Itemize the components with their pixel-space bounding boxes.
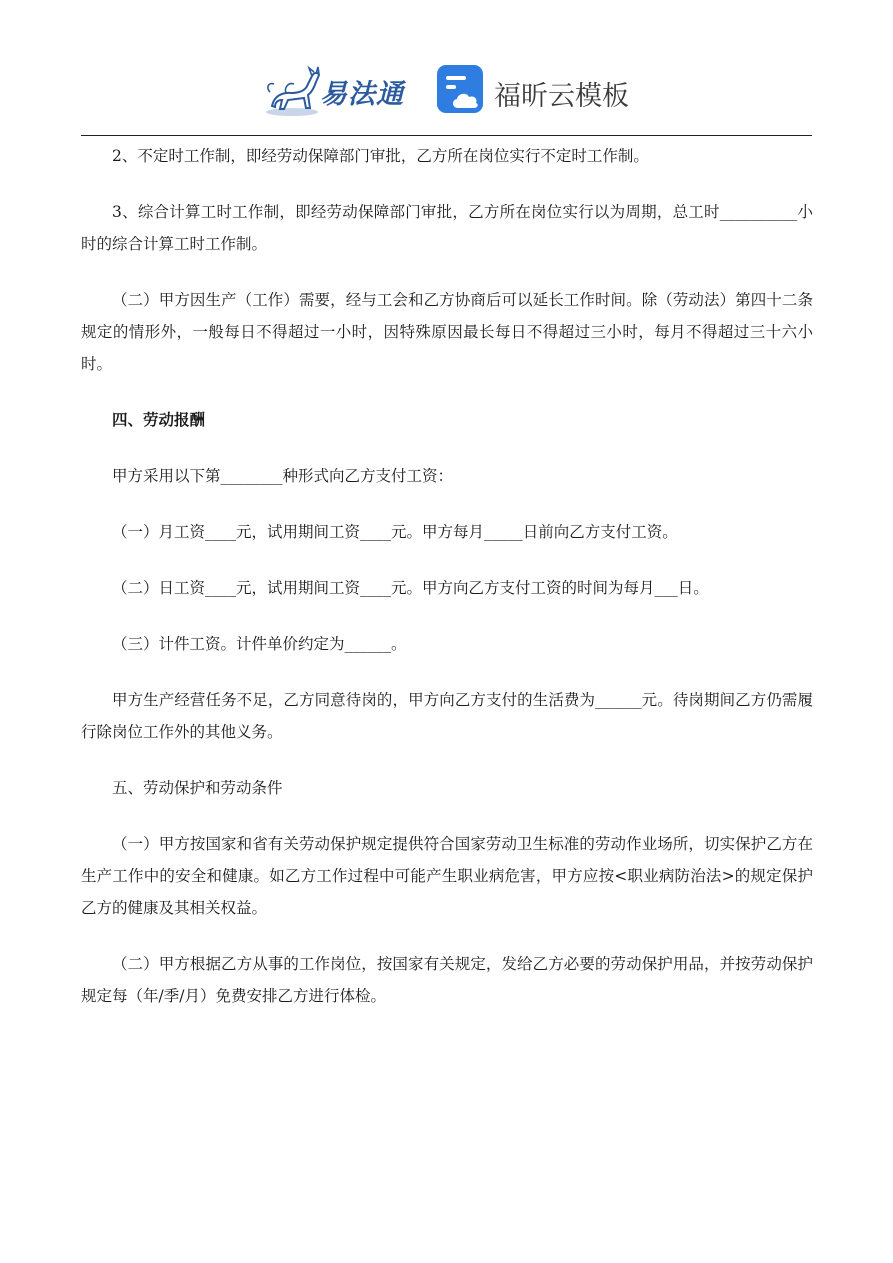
paragraph-workplace-safety: （一）甲方按国家和省有关劳动保护规定提供符合国家劳动卫生标准的劳动作业场所，切实保护乙方在生产工作中的安全和健康。如乙方工作过程中可能产生职业病危害，甲方应按<职业病防治法>的规定保护乙方的健康及其相关权益。: [81, 835, 813, 917]
foxit-template-logo: [436, 64, 636, 118]
document-body: [81, 140, 813, 1012]
header-divider: [81, 135, 812, 136]
paragraph-work-comprehensive: 3、综合计算工时工作制，即经劳动保障部门审批，乙方所在岗位实行以为周期，总工时__________小时的综合计算工时工作制。: [81, 203, 813, 253]
brand-right-text: 福昕云模板: [494, 81, 629, 112]
paragraph-pay-form: 甲方采用以下第________种形式向乙方支付工资：: [112, 467, 454, 485]
page-header: [0, 0, 893, 136]
paragraph-daily-wage: （二）日工资____元，试用期间工资____元。甲方向乙方支付工资的时间为每月___日。: [112, 579, 709, 597]
cloud-document-icon: [436, 64, 486, 116]
horse-logo-icon: [262, 62, 322, 118]
paragraph-work-irregular: 2、不定时工作制，即经劳动保障部门审批，乙方所在岗位实行不定时工作制。: [112, 147, 649, 165]
paragraph-standby-pay: 甲方生产经营任务不足，乙方同意待岗的，甲方向乙方支付的生活费为______元。待岗期间乙方仍需履行除岗位工作外的其他义务。: [81, 691, 813, 741]
paragraph-protective-equipment: （二）甲方根据乙方从事的工作岗位，按国家有关规定，发给乙方必要的劳动保护用品，并按劳动保护规定每（年/季/月）免费安排乙方进行体检。: [81, 955, 813, 1005]
paragraph-monthly-wage: （一）月工资____元，试用期间工资____元。甲方每月_____日前向乙方支付工资。: [112, 523, 678, 541]
yifatong-logo: [262, 62, 412, 118]
brand-left-text: 易法通: [320, 79, 404, 110]
paragraph-piece-wage: （三）计件工资。计件单价约定为______。: [112, 635, 407, 653]
paragraph-overtime: （二）甲方因生产（工作）需要，经与工会和乙方协商后可以延长工作时间。除（劳动法）第四十二条规定的情形外，一般每日不得超过一小时，因特殊原因最长每日不得超过三小时，每月不得超过三十六小时。: [81, 291, 813, 373]
section-heading-remuneration: 四、劳动报酬: [112, 410, 206, 429]
section-heading-protection: 五、劳动保护和劳动条件: [112, 779, 283, 797]
